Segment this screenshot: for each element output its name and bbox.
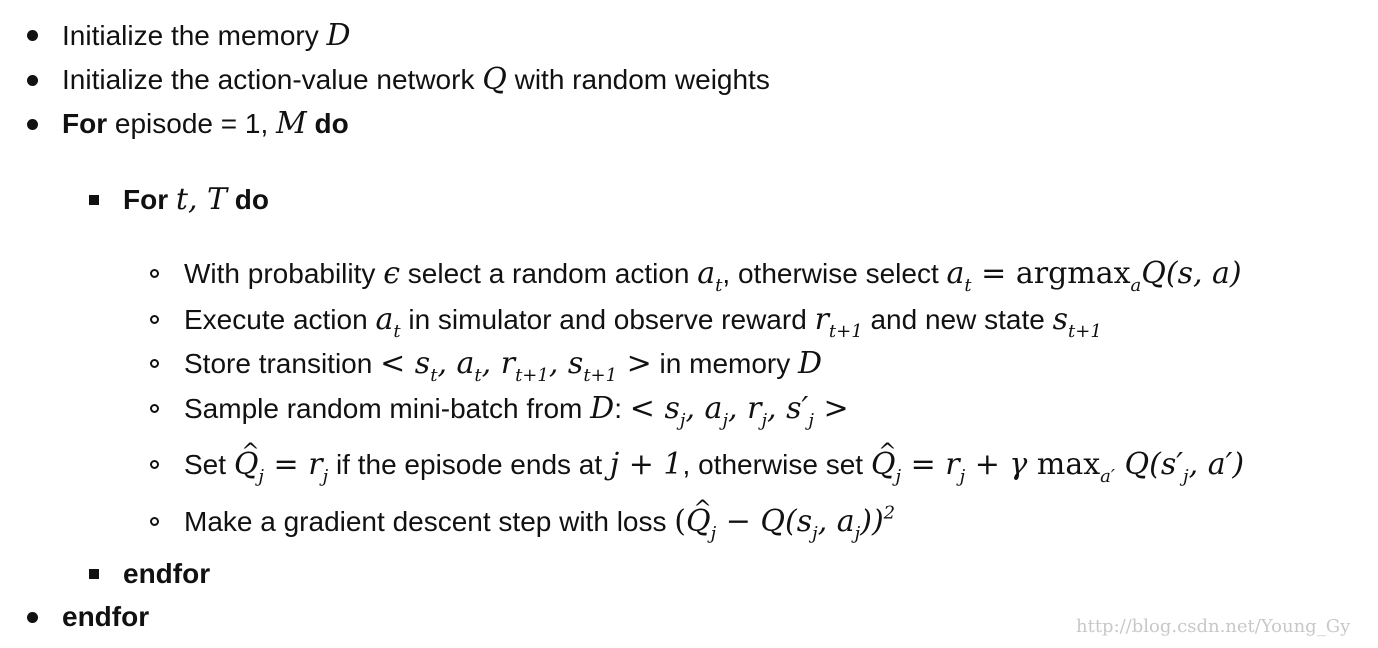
watermark: http://blog.csdn.net/Young_Gy <box>1076 616 1351 637</box>
line-sample-batch: Sample random mini-batch from D: < $s_j$, $a_j$, $r_j$, $s'_j$ > <box>184 391 849 432</box>
bullet <box>89 195 99 205</box>
bullet <box>27 75 38 86</box>
math-a-t: $a_t$ <box>946 256 972 297</box>
line-init-memory: Initialize the memory D <box>62 18 351 53</box>
bullet <box>27 119 38 130</box>
line-endfor-outer: endfor <box>62 601 150 632</box>
bullet <box>27 30 38 41</box>
line-init-network: Initialize the action-value network Q with random weights <box>62 62 770 97</box>
bullet <box>150 315 159 324</box>
line-execute-action: Execute action $a_t$ in simulator and observe reward $r_{t+1}$ and new state $s_{t+1}$ <box>184 302 1102 343</box>
bullet <box>89 569 99 579</box>
math-a-t: $a_t$ <box>697 256 723 297</box>
bullet <box>150 517 159 526</box>
bullet <box>150 359 159 368</box>
line-endfor-inner: endfor <box>123 558 211 589</box>
bullet <box>150 404 159 413</box>
line-store-transition: Store transition < $s_t$, $a_t$, $r_{t+1}$, $s_{t+1}$ > in memory D <box>184 346 823 387</box>
bullet <box>150 269 159 278</box>
line-for-episode: For episode = 1, M do <box>62 106 349 141</box>
line-gradient-step: Make a gradient descent step with loss (^ $Q_j - Q(s_j$, $a_j))^2$ <box>184 504 895 540</box>
bullet <box>150 460 159 469</box>
line-set-target: Set ^ $Q_j = r_j$ if the episode ends at j + 1, otherwise set ^ $Q_j = r_j + \gamma$ $\max_{a'} Q(s'_j$, a′) <box>184 447 1244 483</box>
line-for-t: For t, T do <box>123 182 270 217</box>
bullet <box>27 612 38 623</box>
line-epsilon-greedy: With probability ϵ select a random action $a_t$, otherwise select $a_t = argmax_aQ(s$, a) <box>184 256 1242 297</box>
